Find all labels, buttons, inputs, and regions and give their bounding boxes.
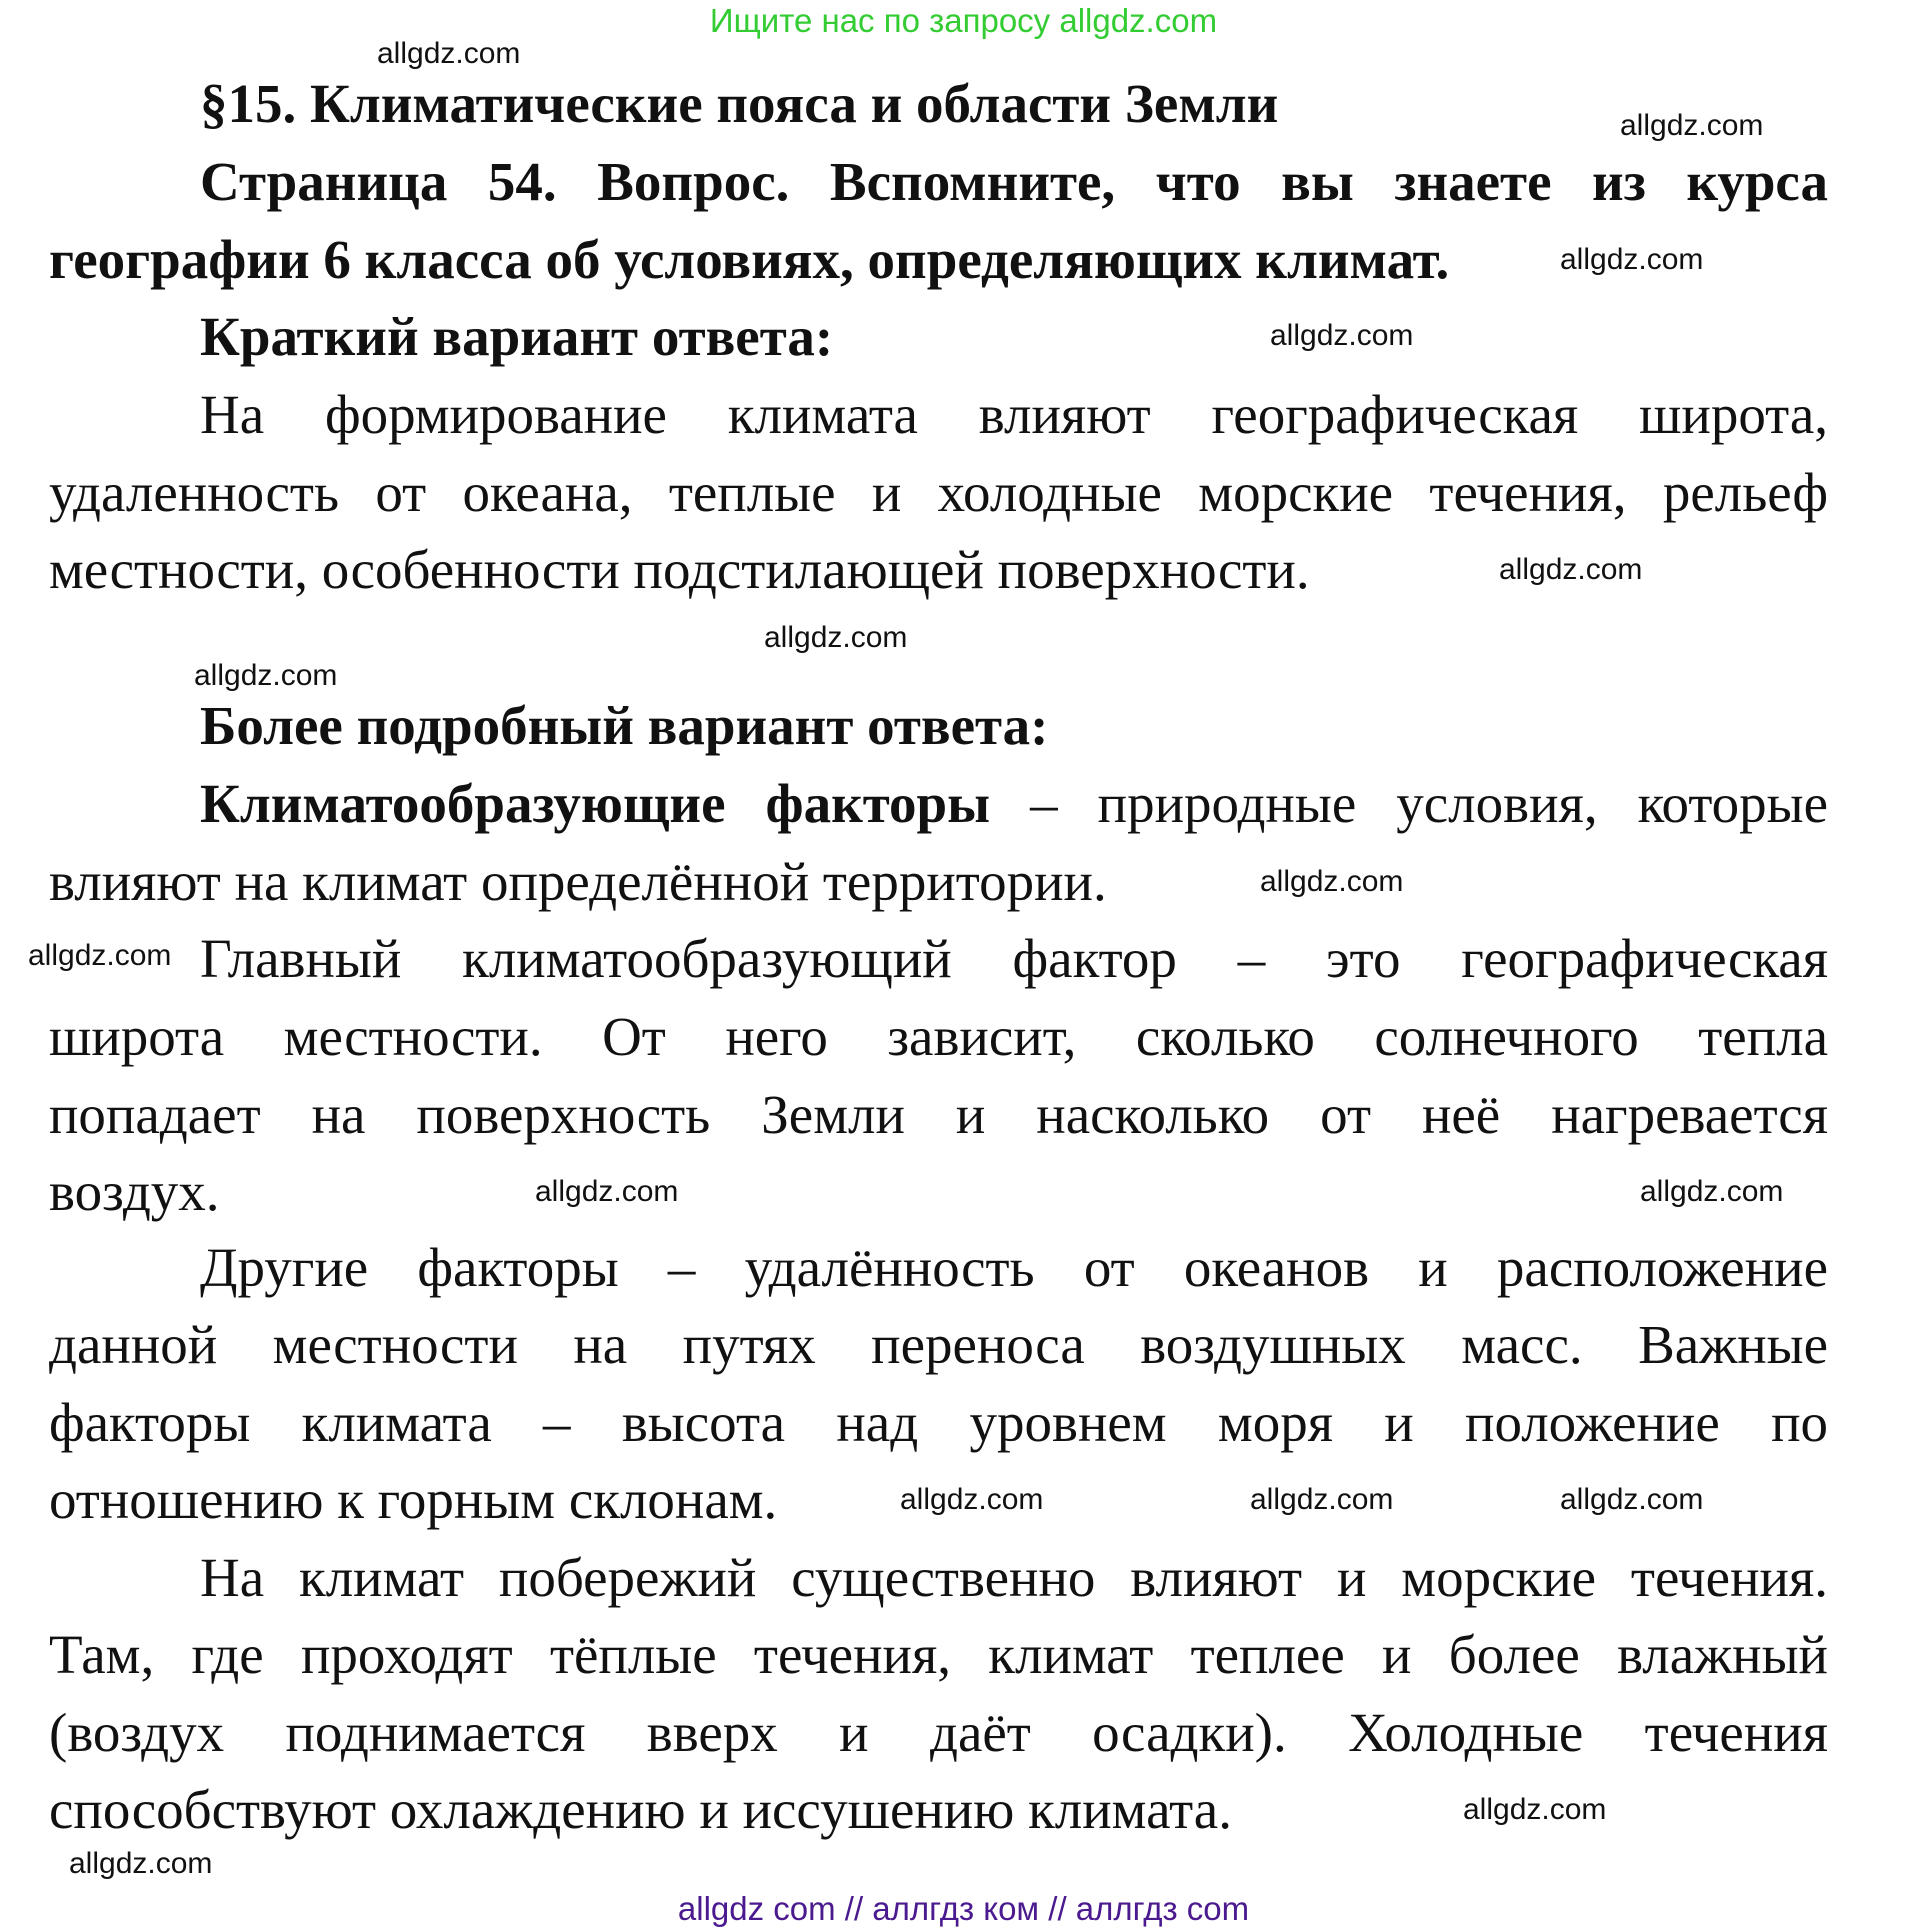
watermark: allgdz.com bbox=[1560, 1483, 1704, 1516]
search-banner: Ищите нас по запросу allgdz.com bbox=[709, 2, 1218, 39]
watermark: allgdz.com bbox=[1499, 553, 1643, 586]
answer-line: попадает на поверхность Земли и насколько от неё нагревается bbox=[49, 1084, 1828, 1145]
answer-line: факторы климата – высота над уровнем моря и положение по bbox=[49, 1392, 1828, 1453]
watermark: allgdz.com bbox=[194, 659, 338, 692]
question-line: Страница 54. Вопрос. Вспомните, что вы знаете из курса bbox=[200, 151, 1828, 212]
watermark: allgdz.com bbox=[28, 939, 172, 972]
watermark: allgdz.com bbox=[1463, 1793, 1607, 1826]
watermark: allgdz.com bbox=[69, 1847, 213, 1880]
watermark: allgdz.com bbox=[535, 1175, 679, 1208]
definition: – природные условия, которые bbox=[990, 773, 1828, 834]
answer-line: На формирование климата влияют географическая широта, bbox=[200, 384, 1828, 445]
answer-line: Другие факторы – удалённость от океанов и расположение bbox=[200, 1237, 1828, 1298]
watermark: allgdz.com bbox=[1270, 319, 1414, 352]
answer-line: отношению к горным склонам. bbox=[49, 1469, 778, 1530]
watermark: allgdz.com bbox=[1250, 1483, 1394, 1516]
answer-line: местности, особенности подстилающей поверхности. bbox=[49, 539, 1310, 600]
answer-line: На климат побережий существенно влияют и морские течения. bbox=[200, 1547, 1828, 1608]
footer-banner: allgdz com // аллгдз ком // аллгдз com bbox=[677, 1890, 1250, 1927]
answer-line: удаленность от океана, теплые и холодные морские течения, рельеф bbox=[49, 462, 1828, 523]
watermark: allgdz.com bbox=[377, 37, 521, 70]
answer-line: воздух. bbox=[49, 1161, 220, 1222]
watermark: allgdz.com bbox=[1260, 865, 1404, 898]
answer-line: влияют на климат определённой территории. bbox=[49, 851, 1107, 912]
question-line: географии 6 класса об условиях, определяющих климат. bbox=[49, 229, 1450, 290]
watermark: allgdz.com bbox=[764, 621, 908, 654]
watermark: allgdz.com bbox=[1620, 109, 1764, 142]
watermark: allgdz.com bbox=[1560, 243, 1704, 276]
answer-line: (воздух поднимается вверх и даёт осадки). Холодные течения bbox=[49, 1702, 1828, 1763]
watermark: allgdz.com bbox=[900, 1483, 1044, 1516]
term: Климатообразующие факторы bbox=[200, 773, 991, 834]
answer-line: способствуют охлаждению и иссушению климата. bbox=[49, 1779, 1232, 1840]
long-answer-heading: Более подробный вариант ответа: bbox=[200, 695, 1049, 756]
answer-line: Там, где проходят тёплые течения, климат теплее и более влажный bbox=[49, 1624, 1828, 1685]
answer-line bbox=[200, 774, 1828, 834]
answer-line: Главный климатообразующий фактор – это географическая bbox=[200, 928, 1828, 989]
answer-line: данной местности на путях переноса воздушных масс. Важные bbox=[49, 1314, 1828, 1375]
watermark: allgdz.com bbox=[1640, 1175, 1784, 1208]
short-answer-heading: Краткий вариант ответа: bbox=[200, 306, 834, 367]
answer-line: широта местности. От него зависит, сколько солнечного тепла bbox=[49, 1006, 1828, 1067]
page-title: §15. Климатические пояса и области Земли bbox=[200, 73, 1279, 134]
